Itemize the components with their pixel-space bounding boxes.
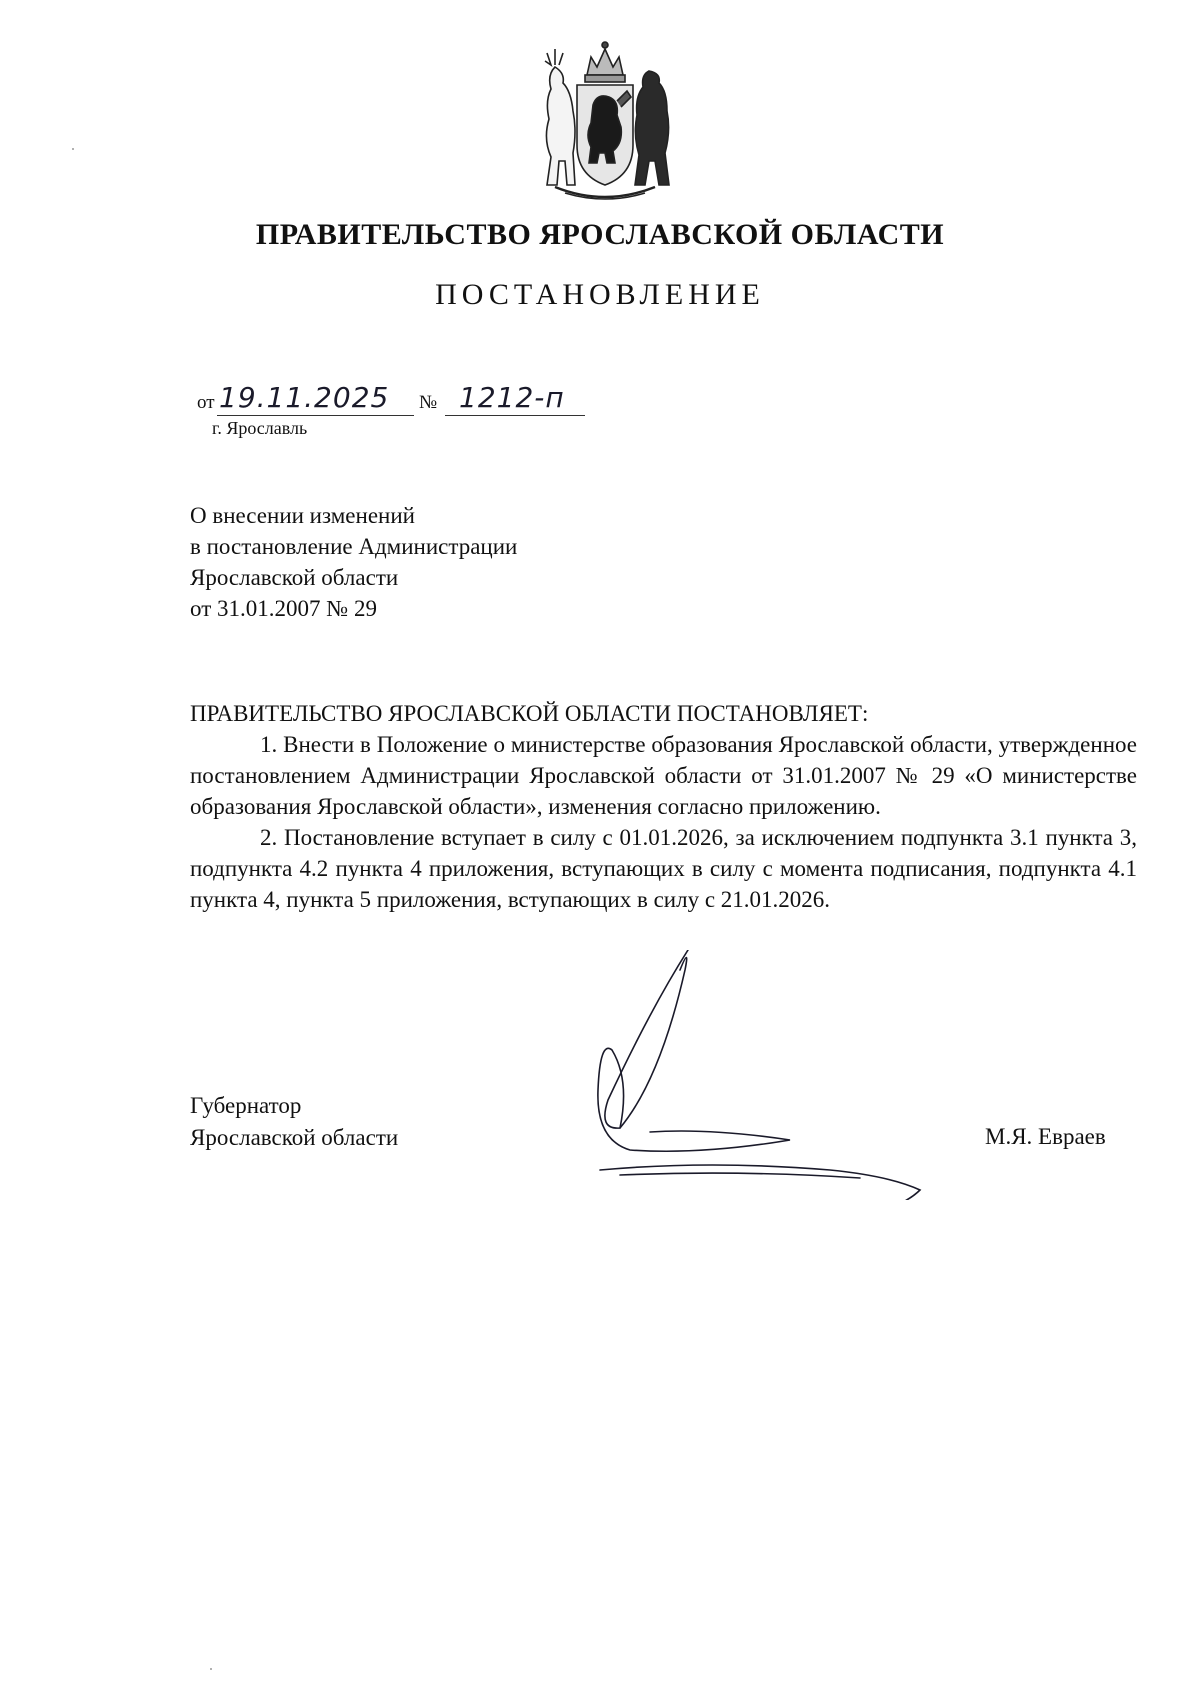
scan-speck <box>210 1668 212 1670</box>
document-type: ПОСТАНОВЛЕНИЕ <box>435 278 765 311</box>
government-title: ПРАВИТЕЛЬСТВО ЯРОСЛАВСКОЙ ОБЛАСТИ <box>255 218 945 251</box>
signatory-name: М.Я. Евраев <box>985 1124 1106 1149</box>
subject-line: О внесении изменений <box>190 503 415 528</box>
date-number-line <box>197 380 617 420</box>
position-line: Ярославской области <box>190 1125 399 1150</box>
scan-speck <box>72 148 74 150</box>
decree-paragraph: 1. Внести в Положение о министерстве образования Ярославской области, утвержденное постановлением Администрации Ярославской области от 31.01.2007 № 29 «О министерстве образования Ярославской области», изменения согласно приложению. <box>190 732 1137 819</box>
from-label: от <box>197 392 215 413</box>
city-label: г. Ярославль <box>212 418 308 438</box>
subject-block <box>190 500 517 624</box>
decree-paragraph: 2. Постановление вступает в силу с 01.01.2026, за исключением подпункта 3.1 пункта 3, подпункта 4.2 пункта 4 приложения, вступающих в силу с момента подписания, подпункта 4.1 пункта 4, пункта 5 приложения, вступающих в силу с 21.01.2026. <box>190 825 1137 912</box>
coat-of-arms-emblem <box>525 35 685 210</box>
handwritten-signature <box>590 950 930 1200</box>
subject-line: от 31.01.2007 № 29 <box>190 596 377 621</box>
decree-heading: ПРАВИТЕЛЬСТВО ЯРОСЛАВСКОЙ ОБЛАСТИ ПОСТАНОВЛЯЕТ: <box>190 701 869 726</box>
subject-line: в постановление Администрации <box>190 534 518 559</box>
position-line: Губернатор <box>190 1093 302 1118</box>
signatory-position <box>190 1090 398 1154</box>
subject-line: Ярославской области <box>190 565 399 590</box>
handwritten-number: 1212-п <box>459 381 565 414</box>
date-underline <box>217 415 414 416</box>
number-label: № <box>419 392 438 413</box>
handwritten-date: 19.11.2025 <box>219 381 390 414</box>
number-underline <box>445 415 585 416</box>
decree-body <box>190 698 1137 915</box>
